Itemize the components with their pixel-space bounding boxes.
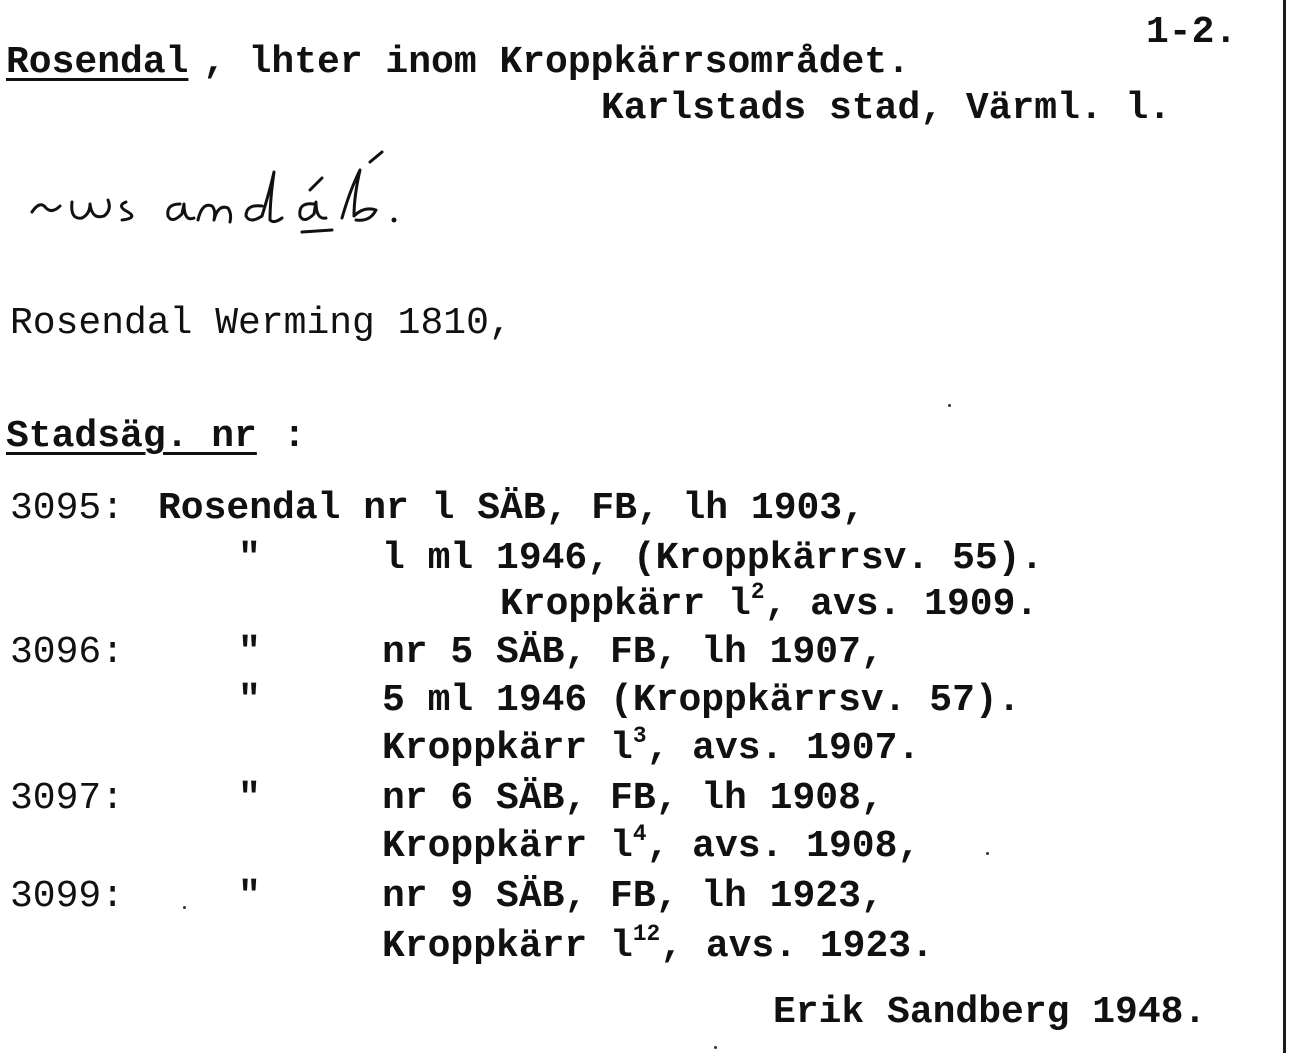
scan-speck <box>183 906 186 909</box>
section-heading-colon: : <box>283 415 306 458</box>
ditto-mark: " <box>238 777 261 820</box>
place-name: Rosendal <box>6 41 189 84</box>
ditto-mark: " <box>238 875 261 918</box>
scan-speck <box>714 1046 717 1049</box>
ditto-mark: " <box>238 679 261 722</box>
entry-number: 3096: <box>10 631 125 674</box>
entry-number: 3097: <box>10 777 125 820</box>
entry-line: l ml 1946, (Kroppkärrsv. 55). <box>382 537 1044 580</box>
entry-line: Kroppkärr $l^4$, avs. 1908, <box>382 821 921 868</box>
historical-form: Rosendal Werming 1810, <box>10 302 512 345</box>
place-description: , lhter inom Kroppkärrsområdet. <box>203 41 910 84</box>
entry-line: 5 ml 1946 (Kroppkärrsv. 57). <box>382 679 1021 722</box>
section-heading: Stadsäg. nr <box>6 415 257 458</box>
entry-line: nr 9 SÄB, FB, lh 1923, <box>382 875 884 918</box>
card-edge-line <box>1283 0 1286 1053</box>
scan-speck <box>986 852 989 855</box>
entry-number: 3095: <box>10 487 125 530</box>
entry-line: Kroppkärr $l^2$, avs. 1909. <box>500 579 1039 626</box>
author-signature: Erik Sandberg 1948. <box>773 991 1207 1034</box>
entry-line: Rosendal nr l SÄB, FB, lh 1903, <box>158 487 865 530</box>
entry-line: nr 5 SÄB, FB, lh 1907, <box>382 631 884 674</box>
ditto-mark: " <box>238 631 261 674</box>
entry-line: Kroppkärr $l^3$, avs. 1907. <box>382 723 921 770</box>
pronunciation-handwriting <box>30 150 590 260</box>
scan-speck <box>948 404 951 407</box>
entry-line: nr 6 SÄB, FB, lh 1908, <box>382 777 884 820</box>
entry-line: Kroppkärr $l^{12}$, avs. 1923. <box>382 921 934 968</box>
ditto-mark: " <box>238 537 261 580</box>
entry-number: 3099: <box>10 875 125 918</box>
card-number: 1-2. <box>1146 11 1238 54</box>
location: Karlstads stad, Värml. l. <box>601 87 1172 130</box>
